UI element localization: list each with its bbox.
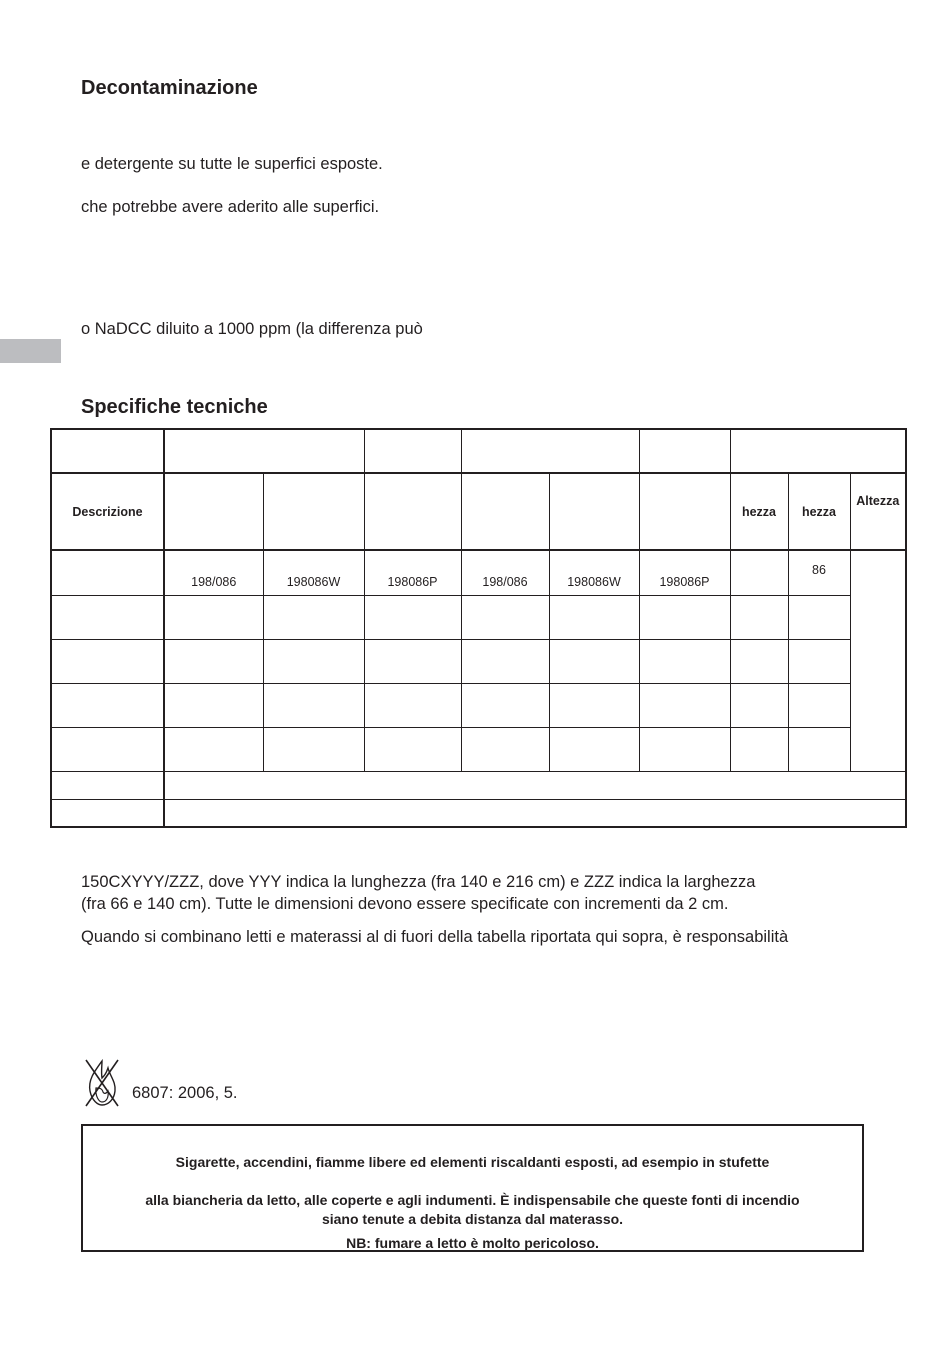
decontamination-line-3: o NaDCC diluito a 1000 ppm (la differenza può — [81, 320, 423, 338]
header-larghezza-a: hezza — [730, 473, 788, 550]
table-group-header-row — [51, 429, 906, 473]
table-cell — [364, 429, 461, 473]
table-cell — [549, 595, 639, 639]
fire-standard-text: 6807: 2006, 5. — [132, 1084, 238, 1102]
table-cell — [263, 683, 364, 727]
table-cell — [639, 473, 730, 550]
table-row — [51, 771, 906, 799]
table-cell — [364, 683, 461, 727]
table-cell — [164, 429, 364, 473]
table-cell — [730, 683, 788, 727]
section-tab-marker — [0, 339, 61, 363]
table-cell — [164, 595, 263, 639]
table-cell — [364, 595, 461, 639]
table-cell — [788, 683, 850, 727]
table-cell — [639, 683, 730, 727]
decontamination-line-2: che potrebbe avere aderito alle superfici. — [81, 198, 380, 216]
code-cell: 198/086 — [461, 550, 549, 595]
warning-line-4: NB: fumare a letto è molto pericoloso. — [346, 1235, 599, 1251]
notes-para-1-line-1: 150CXYYY/ZZZ, dove YYY indica la lunghezza (fra 140 e 216 cm) e ZZZ indica la larghezza — [81, 873, 756, 891]
code-cell: 198086W — [263, 550, 364, 595]
table-cell — [639, 429, 730, 473]
table-cell — [730, 727, 788, 771]
altezza-merged-cell — [850, 550, 906, 771]
code-cell: 198086W — [549, 550, 639, 595]
table-cell — [730, 429, 906, 473]
table-cell — [51, 771, 164, 799]
table-row — [51, 595, 906, 639]
table-row — [51, 799, 906, 827]
table-cell — [461, 473, 549, 550]
table-cell — [639, 639, 730, 683]
table-row — [51, 639, 906, 683]
table-cell — [788, 639, 850, 683]
table-cell — [263, 727, 364, 771]
table-cell — [788, 595, 850, 639]
table-cell — [461, 727, 549, 771]
no-flame-icon — [84, 1058, 120, 1108]
notes-para-1-line-2: (fra 66 e 140 cm). Tutte le dimensioni devono essere specificate con incrementi da 2 cm. — [81, 895, 729, 913]
table-cell — [51, 429, 164, 473]
table-cell — [164, 799, 906, 827]
table-cell — [51, 683, 164, 727]
warning-line-2: alla biancheria da letto, alle coperte e agli indumenti. È indispensabile che queste fonti di incendio — [145, 1192, 800, 1208]
table-cell — [263, 473, 364, 550]
table-cell — [164, 727, 263, 771]
decontamination-line-1: e detergente su tutte le superfici esposte. — [81, 155, 383, 173]
warning-line-3: siano tenute a debita distanza dal materasso. — [321, 1211, 624, 1227]
table-cell — [164, 639, 263, 683]
fire-warning-box — [81, 1124, 864, 1252]
spec-table — [50, 428, 907, 828]
table-cell — [263, 639, 364, 683]
header-altezza: Altezza — [850, 473, 906, 550]
code-cell: 198086P — [639, 550, 730, 595]
table-cell — [549, 683, 639, 727]
table-cell — [549, 473, 639, 550]
table-cell — [788, 727, 850, 771]
code-cell: 198/086 — [164, 550, 263, 595]
table-cell — [51, 727, 164, 771]
value-cell: 86 — [788, 550, 850, 595]
decontamination-heading: Decontaminazione — [81, 77, 258, 99]
table-cell — [263, 595, 364, 639]
header-descrizione: Descrizione — [51, 473, 164, 550]
specs-heading: Specifiche tecniche — [81, 396, 268, 418]
table-cell — [364, 473, 461, 550]
table-row — [51, 727, 906, 771]
table-cell — [461, 639, 549, 683]
table-cell — [639, 595, 730, 639]
table-cell — [51, 550, 164, 595]
table-cell — [51, 595, 164, 639]
table-cell — [639, 727, 730, 771]
header-larghezza-b: hezza — [788, 473, 850, 550]
table-cell — [51, 639, 164, 683]
table-cell — [164, 473, 263, 550]
notes-para-2: Quando si combinano letti e materassi al di fuori della tabella riportata qui sopra, è responsabilità — [81, 928, 789, 946]
table-cell — [549, 639, 639, 683]
table-cell — [164, 771, 906, 799]
table-cell — [461, 683, 549, 727]
table-cell — [461, 429, 639, 473]
warning-line-1: Sigarette, accendini, fiamme libere ed elementi riscaldanti esposti, ad esempio in stufette — [175, 1154, 770, 1170]
table-cell — [364, 727, 461, 771]
table-row — [51, 683, 906, 727]
table-row — [51, 550, 906, 595]
table-cell — [364, 639, 461, 683]
table-cell — [730, 595, 788, 639]
table-cell — [461, 595, 549, 639]
table-cell — [51, 799, 164, 827]
code-cell: 198086P — [364, 550, 461, 595]
table-cell — [549, 727, 639, 771]
table-cell — [730, 639, 788, 683]
table-cell — [730, 550, 788, 595]
table-header-row — [51, 473, 906, 550]
table-cell — [164, 683, 263, 727]
